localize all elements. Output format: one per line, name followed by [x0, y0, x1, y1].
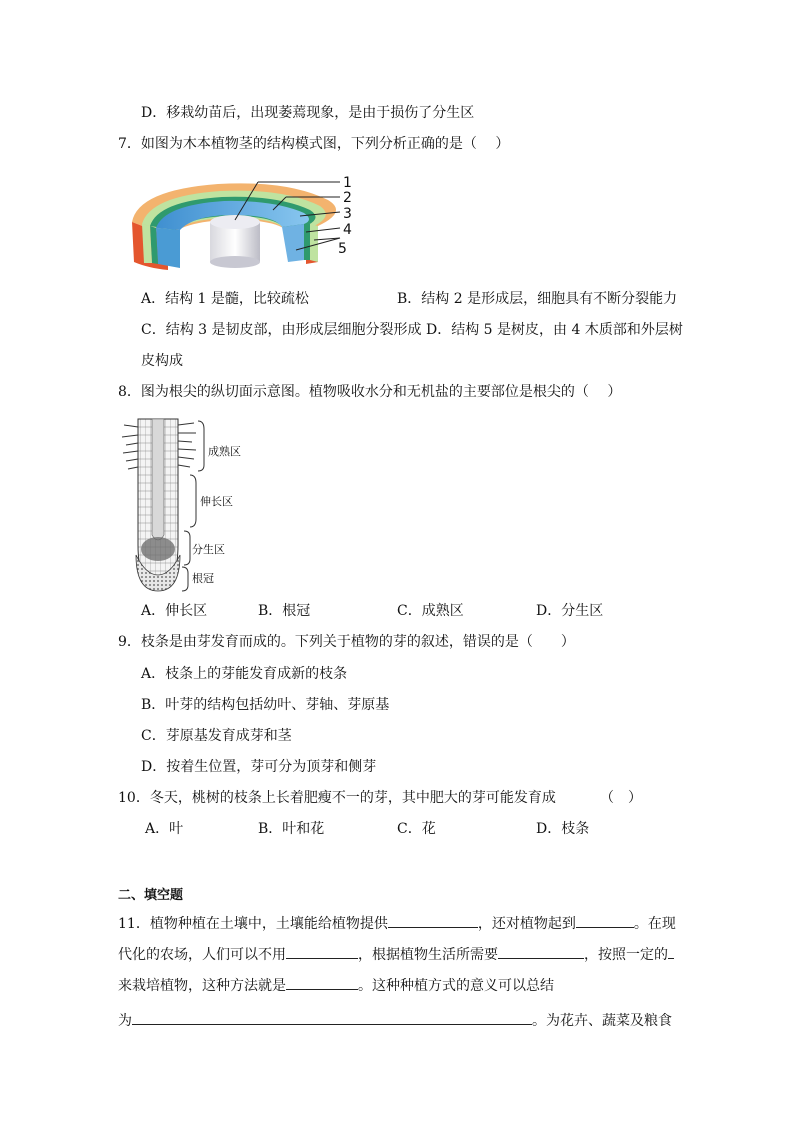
q6-option-d: D．移栽幼苗后，出现萎蔫现象，是由于损伤了分生区	[141, 105, 475, 121]
q11-blank-4[interactable]	[498, 944, 584, 959]
q7-option-b: B．结构 2 是形成层，细胞具有不断分裂能力	[397, 291, 678, 307]
q8-option-c: C．成熟区	[397, 603, 464, 619]
stem-structure-diagram	[128, 170, 363, 275]
q7-option-c: C．结构 3 是韧皮部，由形成层细胞分裂形成	[141, 322, 422, 338]
q11-blank-7[interactable]	[132, 1010, 532, 1025]
stem-label-4: 4	[343, 222, 352, 238]
q11-blank-1[interactable]	[388, 913, 478, 928]
q11-blank-2[interactable]	[576, 913, 634, 928]
root-tip-diagram	[120, 415, 260, 595]
q11-line-3	[118, 975, 554, 996]
label-elongation-zone: 伸长区	[200, 495, 233, 508]
q11-text-9: 为	[118, 1013, 132, 1029]
q10-answer-paren: （ ）	[600, 790, 642, 806]
q8-option-a: A．伸长区	[141, 603, 208, 619]
q11-line-4	[118, 1010, 672, 1031]
q11-text-1: 11．植物种植在土壤中，土壤能给植物提供	[118, 916, 388, 932]
q11-line-2	[118, 944, 674, 965]
q9-option-b: B．叶芽的结构包括幼叶、芽轴、芽原基	[141, 697, 390, 713]
q10-option-c: C．花	[397, 821, 436, 837]
q11-text-8: 。这种种植方式的意义可以总结	[358, 978, 554, 994]
stem-label-1: 1	[343, 175, 352, 191]
stem-label-2: 2	[343, 190, 352, 206]
q9-option-d: D．按着生位置，芽可分为顶芽和侧芽	[141, 759, 377, 775]
q9-option-c: C．芽原基发育成芽和茎	[141, 728, 292, 744]
q11-text-4: 代化的农场，人们可以不用	[118, 947, 286, 963]
q10-option-a: A．叶	[145, 821, 184, 837]
q9-stem: 9．枝条是由芽发育而成的。下列关于植物的芽的叙述，错误的是（ ）	[118, 634, 575, 650]
q11-blank-6[interactable]	[286, 975, 358, 990]
label-mature-zone: 成熟区	[208, 445, 241, 458]
q11-blank-5[interactable]	[668, 944, 674, 959]
q10-option-b: B．叶和花	[258, 821, 325, 837]
q7-option-d: D．结构 5 是树皮，由 4 木质部和外层树	[426, 322, 683, 338]
q11-text-6: ，按照一定的	[584, 947, 668, 963]
q11-text-5: ，根据植物生活所需要	[358, 947, 498, 963]
q11-text-3: 。在现	[633, 916, 676, 932]
label-meristem-zone: 分生区	[192, 543, 225, 556]
q11-line-1	[118, 913, 676, 934]
q10-option-d: D．枝条	[536, 821, 590, 837]
q7-option-a: A．结构 1 是髓，比较疏松	[141, 291, 309, 307]
stem-label-5: 5	[338, 241, 347, 257]
q7-option-d-cont: 皮构成	[141, 353, 183, 369]
q8-option-d: D．分生区	[536, 603, 604, 619]
q11-blank-3[interactable]	[286, 944, 358, 959]
q8-option-b: B．根冠	[258, 603, 311, 619]
q11-text-10: 。为花卉、蔬菜及粮食	[532, 1013, 672, 1029]
q8-stem: 8．图为根尖的纵切面示意图。植物吸收水分和无机盐的主要部位是根尖的（ ）	[118, 384, 622, 400]
q10-stem: 10．冬天，桃树的枝条上长着肥瘦不一的芽，其中肥大的芽可能发育成	[118, 790, 556, 806]
q11-text-2: ，还对植物起到	[477, 916, 576, 932]
stem-label-3: 3	[343, 206, 352, 222]
section-title: 二、填空题	[118, 888, 184, 903]
q11-text-7: 来栽培植物，这种方法就是	[118, 978, 286, 994]
label-root-cap: 根冠	[192, 572, 214, 585]
q9-option-a: A．枝条上的芽能发育成新的枝条	[141, 666, 348, 682]
q7-stem: 7．如图为木本植物茎的结构模式图，下列分析正确的是（ ）	[118, 136, 510, 152]
